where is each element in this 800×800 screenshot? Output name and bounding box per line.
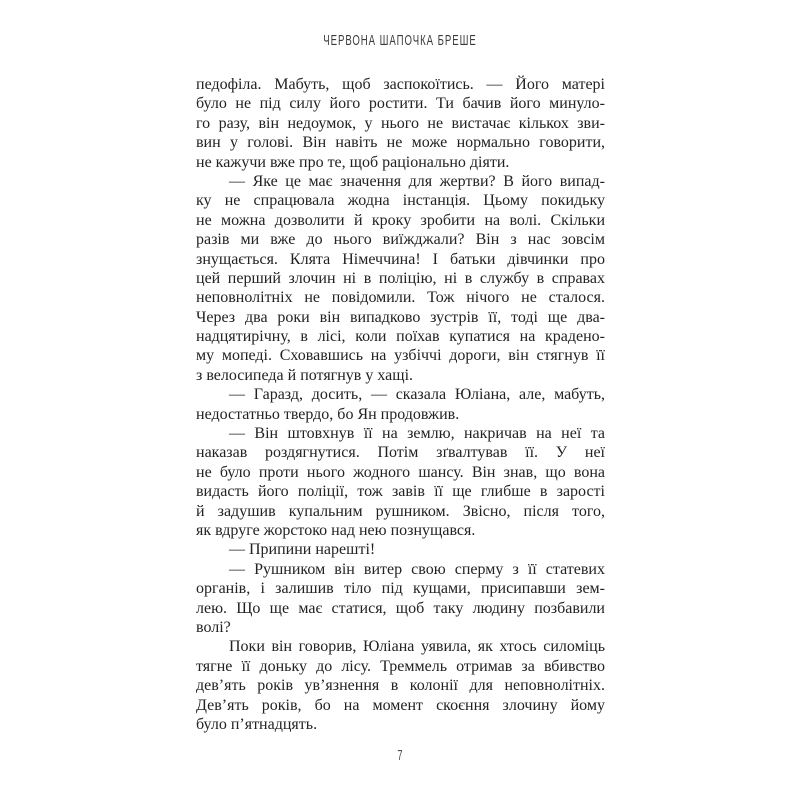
text-line: неповнолітніх не повідомили. Тож нічого не сталося.	[196, 289, 605, 307]
text-line: ку не спрацювала жодна інстанція. Цьому покидьку	[196, 192, 605, 210]
text-line: — Рушником він витер свою сперму з її статевих	[229, 560, 605, 578]
text-line: органів, і залишив тіло під кущами, присипавши зем-	[196, 580, 605, 598]
text-line: — Припини нарешті!	[229, 541, 376, 559]
paragraph	[196, 75, 605, 172]
text-block	[196, 75, 605, 734]
paragraph	[196, 172, 605, 385]
text-line: знущається. Клята Німеччина! І батьки дівчинки про	[196, 250, 605, 268]
text-line: — Він штовхнув її на землю, накричав на неї та	[229, 425, 605, 443]
text-line: наказав роздягнутися. Потім зґвалтував її. У неї	[196, 444, 605, 462]
text-line: го разу, він недоумок, у нього не вистачає кількох зви-	[196, 114, 605, 132]
text-line: — Гаразд, досить, — сказала Юліана, але, мабуть,	[229, 386, 605, 404]
text-line: разів ми вже до нього виїжджали? Він з нас зовсім	[196, 231, 605, 249]
text-line: не кажучи вже про те, щоб раціонально діяти.	[196, 153, 510, 171]
text-line: й задушив купальним рушником. Звісно, після того,	[196, 502, 605, 520]
text-line: було не під силу його ростити. Ти бачив його минуло-	[196, 95, 605, 113]
paragraph	[196, 385, 605, 424]
text-line: тягне її доньку до лісу. Треммель отримав за вбивство	[196, 657, 605, 675]
text-line: педофіла. Мабуть, щоб заспокоїтись. — Його матері	[196, 76, 605, 93]
text-line: було п’ятнадцять.	[196, 715, 318, 733]
text-line: Поки він говорив, Юліана уявила, як хтось силоміць	[229, 638, 605, 656]
text-line: недостатньо твердо, бо Ян продовжив.	[196, 405, 460, 423]
text-line: як вдруге жорстоко над нею познущався.	[196, 521, 476, 539]
text-line: волі?	[196, 618, 231, 636]
text-line: Дев’ять років, бо на момент скоєння злочину йому	[196, 696, 605, 714]
text-line: не можна дозволити й кроку зробити на волі. Скільки	[196, 211, 605, 229]
text-line: не було проти нього жодного шансу. Він знав, що вона	[196, 463, 605, 481]
text-line: — Яке це має значення для жертви? В його випад-	[229, 172, 605, 190]
text-line: цей перший злочин ні в поліцію, ні в службу в справах	[196, 269, 605, 287]
paragraph	[196, 637, 605, 734]
paragraph	[196, 540, 605, 559]
paragraph	[196, 560, 605, 638]
text-line: видасть його поліції, тож завів її ще глибше в зарості	[196, 483, 605, 501]
text-line: з велосипеда й потягнув у хащі.	[196, 366, 414, 384]
text-line: Через два роки він випадково зустрів її, тоді ще два-	[196, 308, 605, 326]
text-line: дев’ять років ув’язнення в колонії для неповнолітніх.	[196, 677, 605, 695]
paragraph	[196, 424, 605, 540]
text-line: му мопеді. Сховавшись на узбіччі дороги, він стягнув її	[196, 347, 605, 365]
text-line: лею. Що ще має статися, щоб таку людину позбавили	[196, 599, 605, 617]
text-line: вин у голові. Він навіть не може нормально говорити,	[196, 134, 605, 152]
page-number: 7	[397, 747, 403, 764]
text-line: надцятирічну, в лісі, коли поїхав купатися на крадено-	[196, 328, 605, 346]
running-head: ЧЕРВОНА ШАПОЧКА БРЕШЕ	[323, 32, 477, 49]
